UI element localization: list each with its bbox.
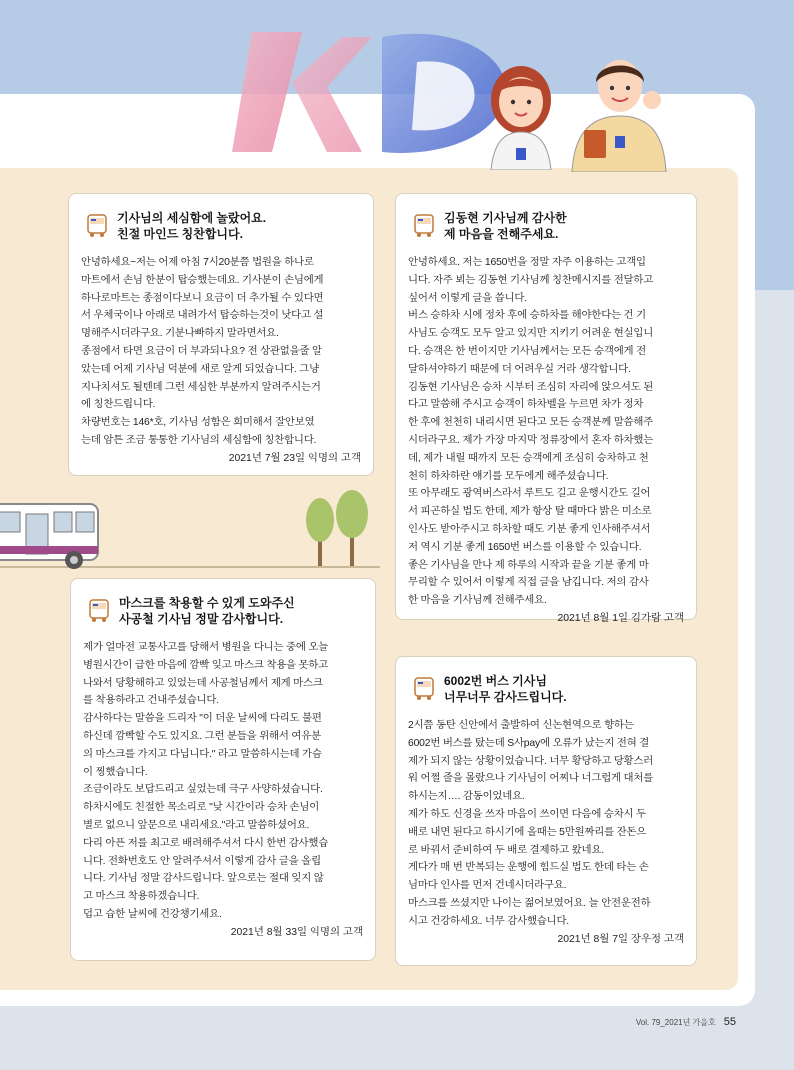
bus-icon — [414, 214, 434, 238]
page-number: 55 — [723, 1016, 736, 1028]
card-signature: 2021년 8월 7일 장우정 고객 — [557, 933, 684, 945]
card-body: 2시쯤 동탄 신안에서 출발하여 신논현역으로 향하는 6002번 버스를 탔는데 S사pay에 오류가 났는지 전혀 결 제가 되지 않는 상황이었습니다. 너무 황당하고 당황스러 워 어쩔 줄을 몰랐으나 기사님이 어찌나 너그럽게 대처를 하시는지…. 감동이었네요. 제가 하도 신경을 쓰자 마음이 쓰이면 다음에 승차시 두 배로 내면 된다고 하시기에 올때는 5만원짜리를 잔돈으 로 바꿔서 준비하여 두 배로 결제하고 왔네요. 게다가 매 번 반복되는 운행에 힘드실 법도 한데 타는 손 님마다 인사를 먼저 건네시더라구요. 마스크를 쓰셨지만 나이는 젊어보였어요. 늘 안전운전하 시고 건강하세요. 너무 감사했습니다. — [408, 720, 654, 927]
woman-illustration — [486, 60, 556, 170]
card-signature: 2021년 7월 23일 익명의 고객 — [228, 452, 361, 464]
card-body: 제가 얼마전 교통사고를 당해서 병원을 다니는 중에 오늘 병원시간이 급한 마음에 깜빡 잊고 마스크 착용을 못하고 나와서 당황해하고 있었는데 사공철님께서 제게 마스크 를 착용하라고 건내주셨습니다. 감사하다는 말씀을 드리자 "이 더운 날씨에 다리도 불편 하신데 깜빡할 수도 있지요. 그런 분들을 위해서 여유분 의 마스크를 가지고 다닙니다." 라고 말씀하시는데 가슴 이 찡했습니다. 조금이라도 보답드리고 싶었는데 극구 사양하셨습니다. 하차시에도 친절한 목소리로 "낮 시간이라 승차 손님이 별로 없으니 앞문으로 내리세요."라고 말씀하셨어요. 다리 아픈 저를 최고로 배려해주셔서 다시 한번 감사했습 니다. 전화번호도 안 알려주셔서 이렇게 감사 글을 올립 니다. 기사님 정말 감사드립니다. 앞으로는 절대 잊지 않 고 마스크 착용하겠습니다. 덥고 습한 날씨에 건강챙기세요. — [83, 642, 329, 920]
bus-icon — [89, 599, 109, 623]
bus-icon — [414, 677, 434, 701]
card-title: 마스크를 착용할 수 있게 도와주신 사공철 기사님 정말 감사합니다. — [119, 596, 295, 626]
bus — [0, 504, 98, 569]
page-footer — [636, 1016, 736, 1028]
card-title: 6002번 버스 기사님 너무너무 감사드립니다. — [444, 674, 567, 704]
bus-scene — [0, 480, 380, 580]
card-title: 김동현 기사님께 감사한 제 마음을 전해주세요. — [444, 211, 567, 241]
bus-icon — [87, 214, 107, 238]
card-title: 기사님의 세심함에 놀랐어요. 친절 마인드 칭찬합니다. — [117, 211, 267, 241]
card-signature: 2021년 8월 33일 익명의 고객 — [230, 926, 363, 938]
praise-card-2 — [395, 193, 697, 624]
issue-label: Vol. 79_2021년 가을호 — [635, 1018, 716, 1027]
card-signature: 2021년 8월 1일 김가람 고객 — [557, 612, 684, 624]
praise-card-4 — [395, 656, 697, 966]
trees — [306, 490, 368, 566]
praise-card-3 — [70, 578, 376, 961]
card-body: 안녕하세요. 저는 1650번을 정말 자주 이용하는 고객입 니다. 자주 뵈는 김동현 기사님께 칭찬메시지를 전달하고 싶어서 이렇게 글을 씁니다. 버스 승하차 시에 정차 후에 승하차를 해야한다는 건 기 사님도 승객도 모두 알고 있지만 지키기 어려운 현실입니 다. 승객은 한 번이지만 기사님께서는 모든 승객에게 전 달하셔야하기 때문에 더 어려우실 거라 생각합니다. 김동현 기사님은 승차 시부터 조심히 자리에 앉으셔도 된 다고 말씀해 주시고 승객이 하차벨을 누르면 차가 정차 한 후에 천천히 내리시면 된다고 모든 승객분께 말씀해주 시더라구요. 제가 가장 마지막 정류장에서 혼자 하차했는 데, 제가 내릴 때까지 모든 승객에게 조심히 승차하고 천 천히 하차하란 얘기를 모두에게 해주셨습니다. 또 아무래도 광역버스라서 루트도 길고 운행시간도 길어 서 피곤하실 법도 한데, 제가 항상 탈 때마다 밝은 미소로 인사도 받아주시고 하차할 때도 기분 좋게 인사해주셔서 저 역시 기분 좋게 1650번 버스를 이용할 수 있습니다. 좋은 기사님을 만나 제 하루의 시작과 끝을 기분 좋게 마 무리할 수 있어서 이렇게 직접 글을 남깁니다. 저의 감사 한 마음을 기사님께 전해주세요. — [408, 257, 654, 607]
praise-card-1 — [68, 193, 374, 476]
card-body: 안녕하세요~저는 어제 아침 7시20분쯤 법원을 하나로 마트에서 손님 한분이 탑승했는데요. 기사분이 손님에게 하나로마트는 종점이다보니 요금이 더 추가될 수 있다면 서 우체국이나 아래로 내려가서 탑승하는것이 낫다고 설 명해주시더라구요. 기분나빠하지 말라면서요. 종점에서 타면 요금이 더 부과되나요? 전 상관없을줄 알 았는데 어제 기사님 덕분에 새로 알게 되었습니다. 그냥 지나치셔도 될텐데 그런 세심한 부분까지 알려주시는거 에 칭찬드립니다. 차량번호는 146*호, 기사님 성함은 희미해서 잘안보였 는데 암튼 조금 통통한 기사님의 세심함에 칭찬합니다. — [81, 257, 324, 446]
man-illustration — [568, 52, 668, 172]
